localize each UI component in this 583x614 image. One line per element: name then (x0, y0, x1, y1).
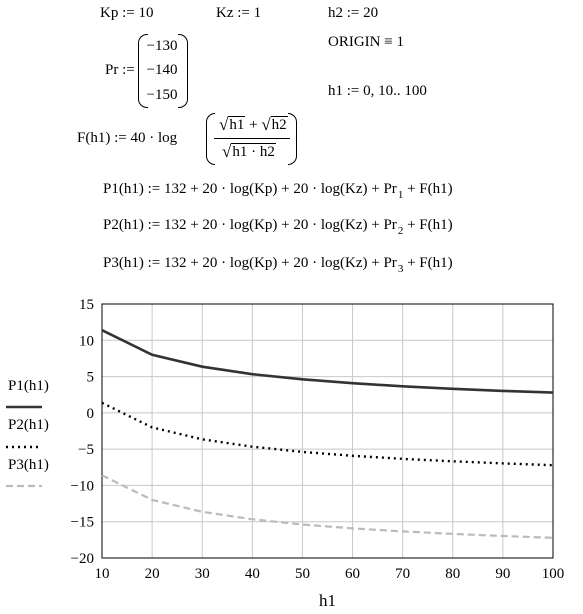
f-numerator: √h1 + √h2 (219, 115, 287, 134)
y-tick-label: 10 (79, 333, 94, 350)
series-line-p3 (102, 475, 553, 538)
x-tick-label: 80 (445, 566, 461, 582)
x-tick-label: 90 (495, 566, 511, 582)
kz-definition[interactable]: Kz := 1 (216, 5, 262, 21)
x-tick-label: 60 (345, 566, 361, 582)
legend-p3-label: P3(h1) (8, 457, 49, 473)
y-tick-label: 5 (86, 369, 94, 386)
sqrt-h2: √h2 (261, 115, 287, 134)
y-tick-label: −5 (78, 442, 94, 459)
x-tick-label: 10 (94, 566, 110, 582)
pr-value-1: −130 (146, 38, 178, 54)
pr-value-2: −140 (146, 62, 178, 78)
p2-definition[interactable]: P2(h1) := $132 + 20 \cdot \log(Kp) + 20 \cdot \log(Kz) + Pr_2 + F(h1)$ (103, 217, 453, 237)
sqrt-h1: √h1 (219, 115, 245, 134)
x-tick-label: 30 (194, 566, 210, 582)
f-label: F(h1) := 40 · log (77, 130, 178, 146)
x-tick-label: 40 (244, 566, 260, 582)
x-tick-label: 20 (144, 566, 160, 582)
p3-definition[interactable]: P3(h1) := $132 + 20 \cdot \log(Kp) + 20 \cdot \log(Kz) + Pr_3 + F(h1)$ (103, 255, 453, 275)
series-line-p1 (102, 330, 553, 392)
x-tick-label: 70 (395, 566, 411, 582)
sqrt-h1-h2: √h1 · h2 (222, 142, 275, 161)
x-axis-label: h1 (319, 591, 336, 610)
series-line-p2 (102, 403, 553, 465)
kp-definition[interactable]: Kp := 10 (100, 5, 154, 21)
y-tick-label: −10 (70, 478, 94, 495)
p1-definition[interactable]: P1(h1) := $132 + 20 \cdot \log(Kp) + 20 \cdot \log(Kz) + Pr_1 + F(h1)$ (103, 181, 453, 201)
h2-definition[interactable]: h2 := 20 (328, 5, 379, 21)
legend-p1-label: P1(h1) (8, 378, 49, 394)
legend-p2-label: P2(h1) (8, 417, 49, 433)
y-tick-label: 15 (79, 297, 94, 313)
x-tick-label: 100 (541, 566, 565, 582)
pr-value-3: −150 (146, 87, 178, 103)
pr-label: Pr := (105, 62, 135, 78)
x-tick-label: 50 (294, 566, 310, 582)
y-tick-label: 0 (86, 405, 94, 422)
y-tick-label: −15 (70, 514, 94, 531)
origin-definition[interactable]: ORIGIN ≡ 1 (328, 34, 404, 50)
y-tick-label: −20 (70, 551, 94, 567)
h1-range-definition[interactable]: h1 := 0, 10.. 100 (328, 83, 427, 99)
